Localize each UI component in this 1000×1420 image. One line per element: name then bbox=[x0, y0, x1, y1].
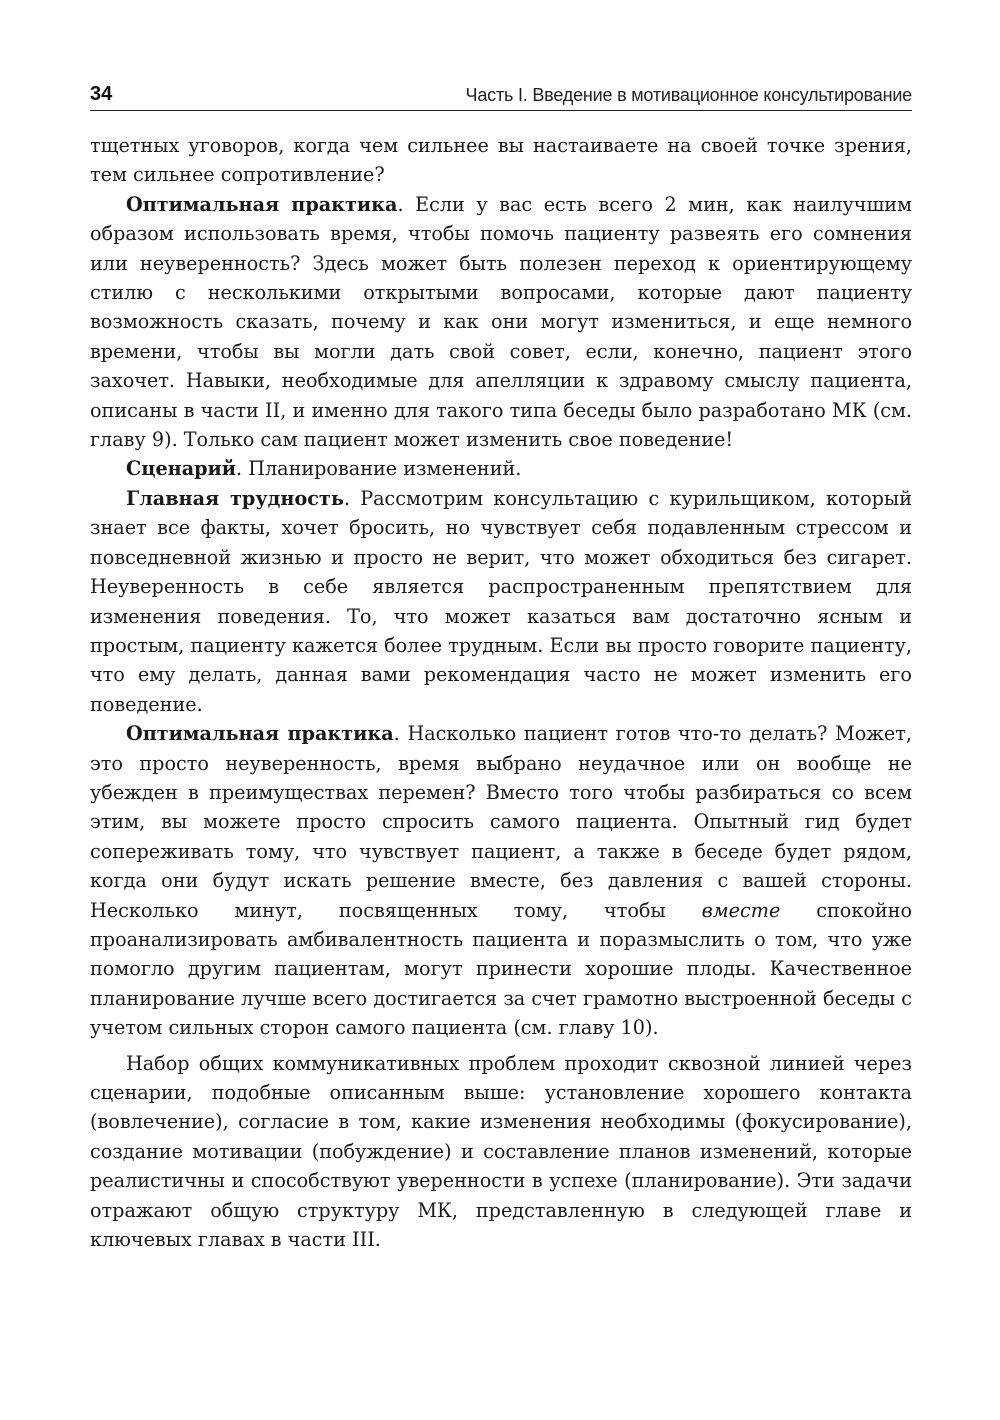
paragraph-text: Набор общих коммуникативных проблем проходит сквозной линией через сценарии, подобные описанным выше: установление хорошего контакта (вовлечение), согласие в том, какие изменения необходимы (фокусирование), создание мотивации (побуждение) и составление планов изменений, которые реалистичны и способствуют уверенности в успехе (планирование). Эти задачи отражают общую структуру МК, представленную в следующей главе и ключевых главах в части III. bbox=[90, 1051, 912, 1252]
paragraph-lead: Оптимальная практика bbox=[126, 722, 394, 746]
paragraph-lead: Сценарий bbox=[126, 457, 237, 481]
paragraph-text: . Насколько пациент готов что-то делать? Может, это просто неуверенность, время выбрано неудачное или он вообще не убежден в преимуществах перемен? Вместо того чтобы разбираться со всем этим, вы можете просто спросить самого пациента. Опытный гид будет сопереживать тому, что чувствует пациент, а также в беседе будет рядом, когда они будут искать решение вместе, без давления с вашей стороны. Несколько минут, посвященных тому, чтобы bbox=[90, 722, 912, 922]
paragraph-main-difficulty bbox=[90, 484, 912, 719]
paragraph-text: тщетных уговоров, когда чем сильнее вы настаиваете на своей точке зрения, тем сильнее сопротивление? bbox=[90, 134, 912, 187]
paragraph-optimal-practice-2 bbox=[90, 719, 912, 1042]
paragraph-summary bbox=[90, 1049, 912, 1255]
paragraph-text: спокойно проанализировать амбивалентность пациента и поразмыслить о том, что уже помогло другим пациентам, могут принести хорошие плоды. Качественное планирование лучше всего достигается за счет грамотно выстроенной беседы с учетом сильных сторон самого пациента (см. главу 10). bbox=[90, 898, 913, 1040]
paragraph-emphasis: вместе bbox=[701, 898, 781, 922]
page-body bbox=[90, 131, 912, 1254]
page-header bbox=[90, 80, 912, 111]
page-number: 34 bbox=[90, 83, 113, 105]
paragraph-optimal-practice-1 bbox=[90, 190, 912, 455]
paragraph-text: . Если у вас есть всего 2 мин, как наилучшим образом использовать время, чтобы помочь пациенту развеять его сомнения или неуверенность? Здесь может быть полезен переход к ориентирующему стилю с несколькими открытыми вопросами, которые дают пациенту возможность сказать, почему и как они могут измениться, и еще немного времени, чтобы вы могли дать свой совет, если, конечно, пациент этого захочет. Навыки, необходимые для апелляции к здравому смыслу пациента, описаны в части II, и именно для такого типа беседы было разработано МК (см. главу 9). Только сам пациент может изменить свое поведение! bbox=[90, 192, 912, 452]
paragraph-lead: Главная трудность bbox=[126, 486, 344, 510]
paragraph-text: . Планирование изменений. bbox=[236, 457, 522, 481]
paragraph-scenario bbox=[90, 454, 912, 483]
paragraph-text: . Рассмотрим консультацию с курильщиком, который знает все факты, хочет бросить, но чувствует себя подавленным стрессом и повседневной жизнью и просто не верит, что может обходиться без сигарет. Неуверенность в себе является распространенным препятствием для изменения поведения. То, что может казаться вам достаточно ясным и простым, пациенту кажется более трудным. Если вы просто говорите пациенту, что ему делать, данная вами рекомендация часто не может изменить его поведение. bbox=[90, 486, 912, 716]
paragraph-lead: Оптимальная практика bbox=[126, 192, 398, 216]
paragraph-continuation bbox=[90, 131, 912, 190]
running-head: Часть I. Введение в мотивационное консультирование bbox=[465, 85, 912, 105]
